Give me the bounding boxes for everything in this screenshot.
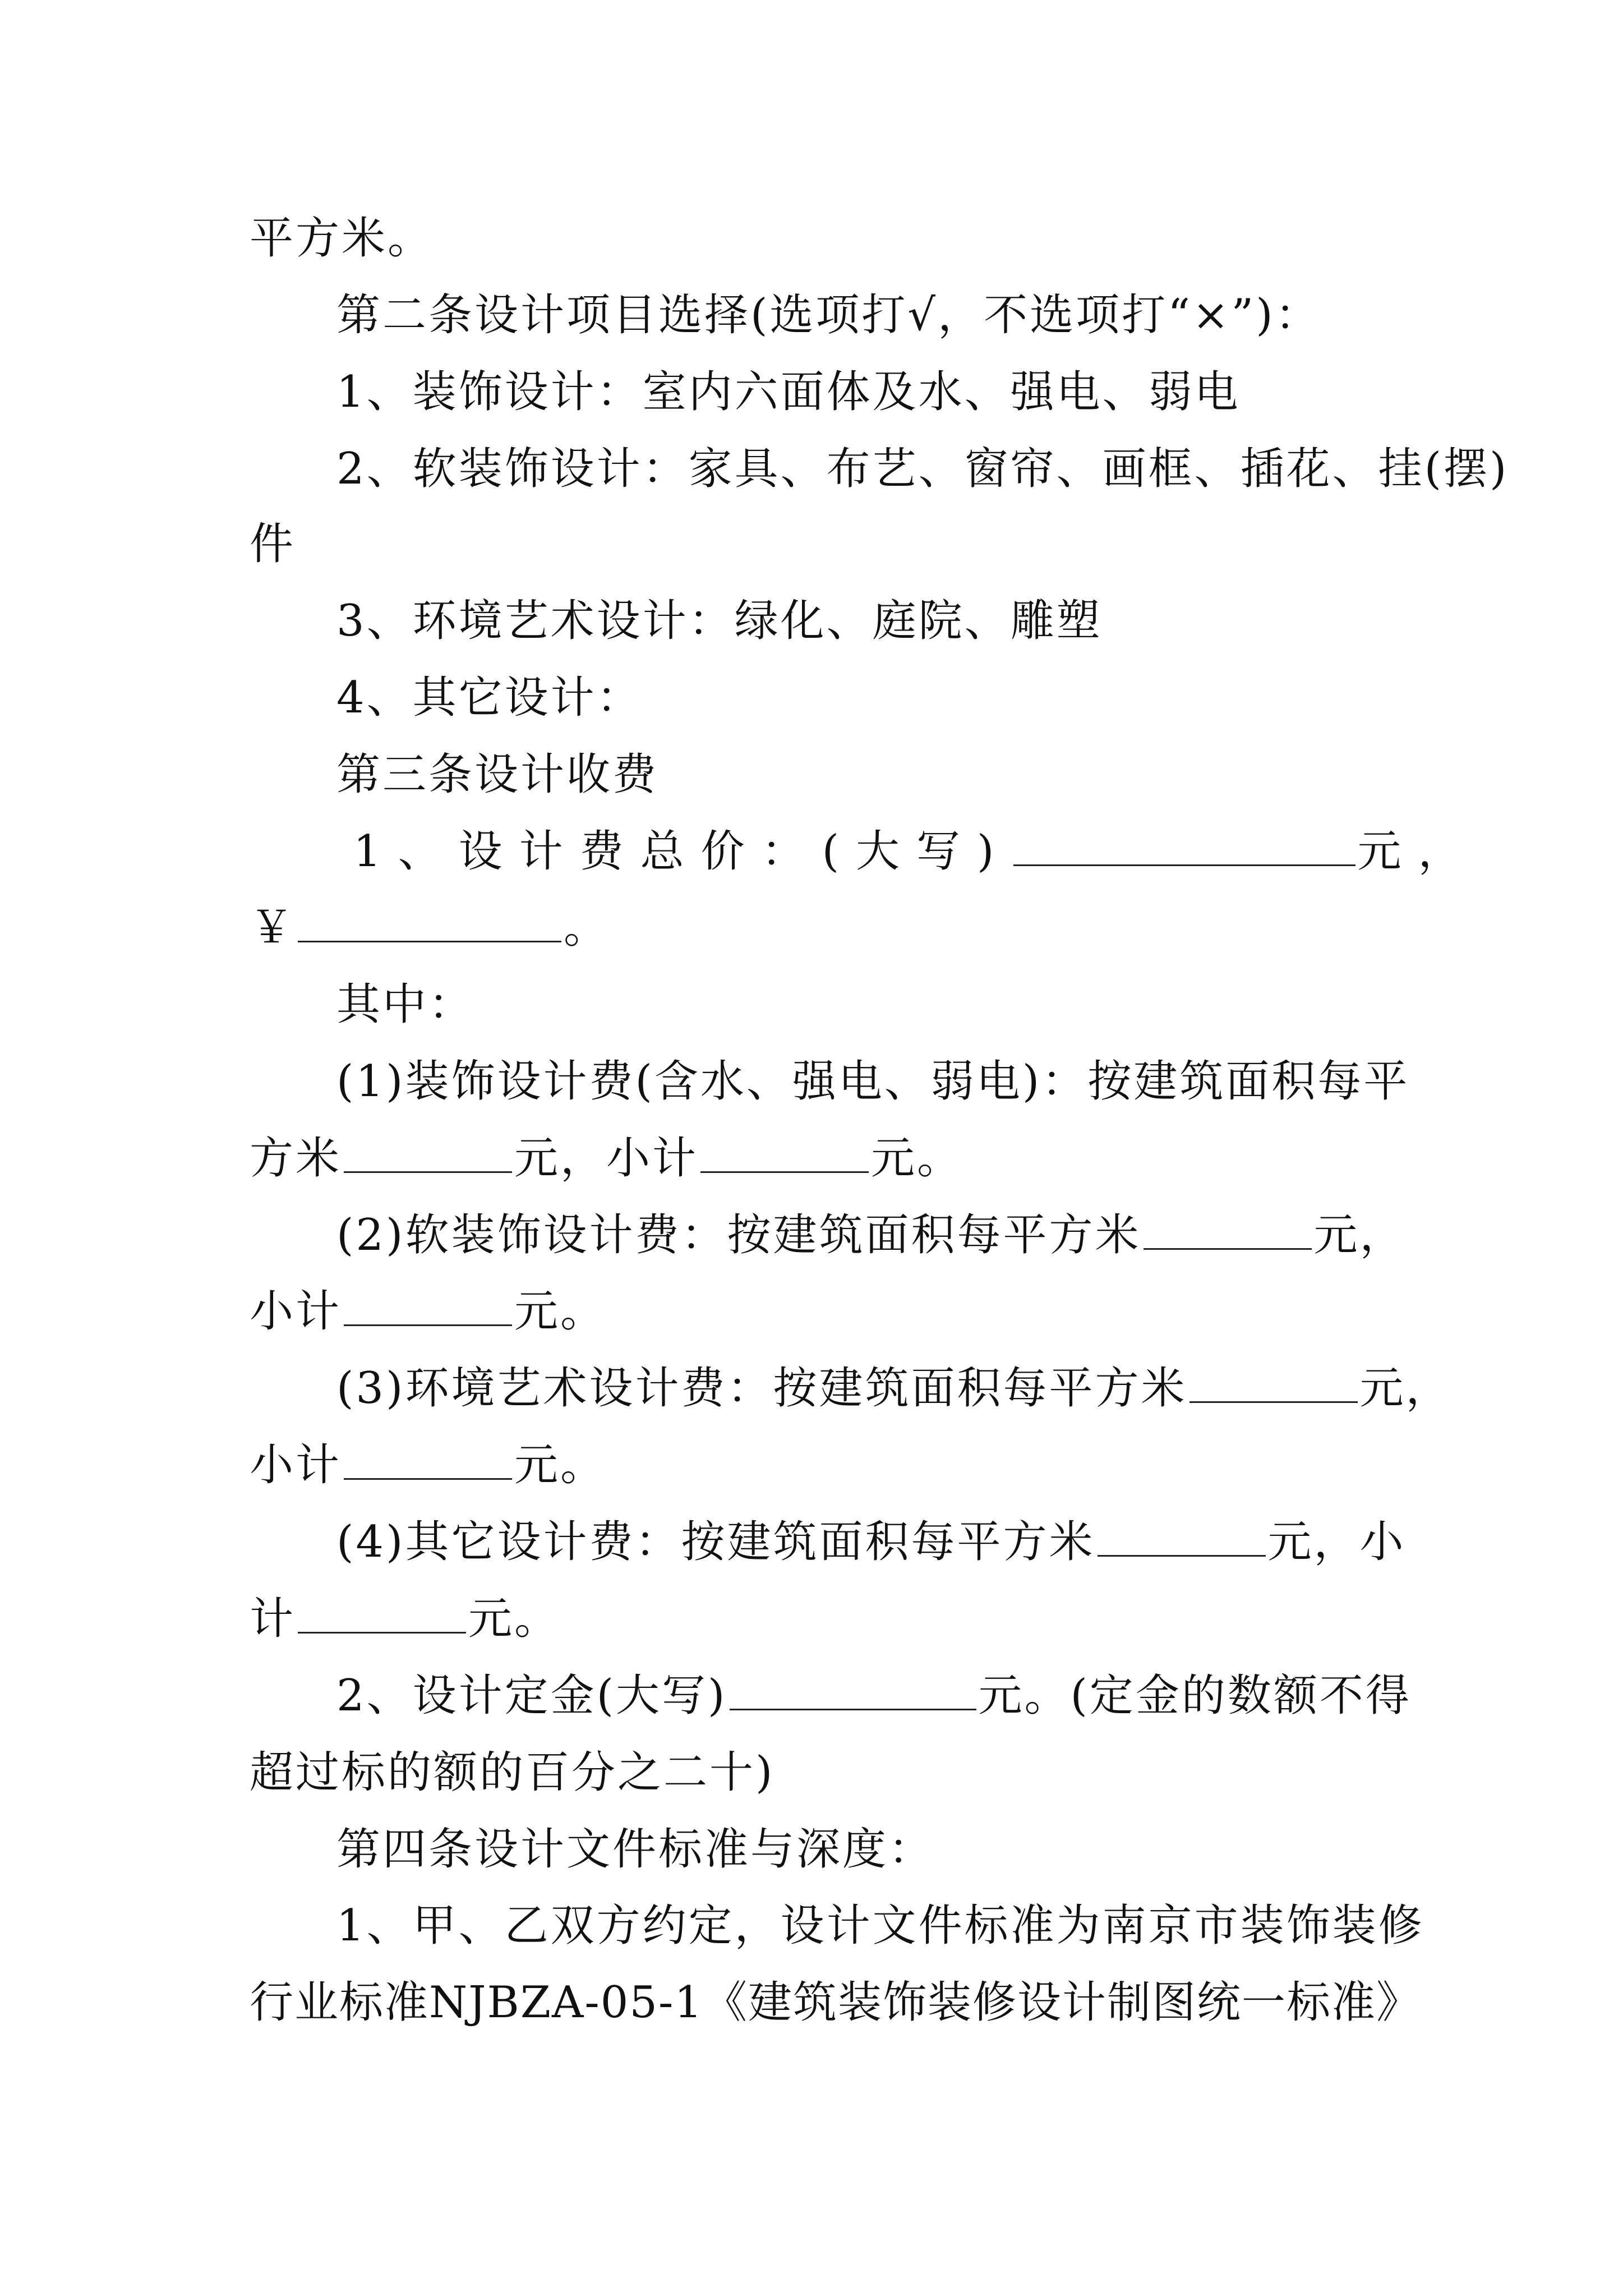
text-line [250, 1283, 1394, 1340]
paragraph-text: 第三条设计收费 [336, 749, 659, 800]
fill-blank[interactable] [730, 1669, 976, 1710]
paragraph-text: 元，小计 [514, 1133, 699, 1184]
paragraph-text: 3、环境艺术设计：绿化、庭院、雕塑 [336, 596, 1103, 646]
paragraph-text: (2)软装饰设计费：按建筑面积每平方米 [336, 1210, 1141, 1260]
fill-blank[interactable] [1144, 1209, 1312, 1250]
text-line [353, 823, 1479, 880]
paragraph-text: 平方米。 [250, 213, 434, 264]
fill-blank[interactable] [344, 1285, 512, 1326]
paragraph-text: 件 [250, 519, 296, 569]
text-line [336, 1898, 1424, 1954]
text-line [250, 1591, 1394, 1647]
paragraph-text: 超过标的额的百分之二十) [250, 1747, 775, 1798]
text-line [336, 1360, 1452, 1416]
paragraph-text: 计 [250, 1594, 296, 1644]
paragraph-text: 2、软装饰设计：家具、布艺、窗帘、画框、插花、挂(摆) [336, 444, 1509, 494]
paragraph-text: 行业标准NJBZA-05-1《建筑装饰装修设计制图统一标准》 [250, 1977, 1421, 2028]
fill-blank[interactable] [1013, 825, 1355, 866]
text-line [336, 1514, 1406, 1570]
paragraph-text: 元。(定金的数额不得 [978, 1671, 1412, 1721]
text-line [336, 364, 1396, 420]
text-line [250, 1130, 1394, 1186]
paragraph-text: (1)装饰设计费(含水、强电、弱电)：按建筑面积每平 [336, 1056, 1410, 1107]
paragraph-text: 1、设计费总价：(大写) [353, 826, 1011, 877]
text-line [250, 900, 1394, 956]
text-line [250, 1437, 1394, 1493]
article-heading [336, 1821, 1396, 1878]
paragraph-text: 元， [1313, 1210, 1406, 1260]
text-line [336, 593, 1396, 649]
paragraph-text: 元， [1357, 826, 1479, 877]
paragraph-text: 元。 [468, 1594, 561, 1644]
paragraph-text: ￥ [250, 903, 296, 953]
paragraph-text: 小计 [250, 1440, 342, 1490]
text-line [250, 1745, 1394, 1801]
fill-blank[interactable] [298, 901, 561, 942]
fill-blank[interactable] [344, 1132, 512, 1173]
paragraph-text: (3)环境艺术设计费：按建筑面积每平方米 [336, 1363, 1187, 1414]
text-line [250, 210, 1394, 266]
paragraph-text: 1、装饰设计：室内六面体及水、强电、弱电 [336, 367, 1241, 417]
article-heading [336, 287, 1396, 343]
paragraph-text: 元， [1359, 1363, 1452, 1414]
paragraph-text: 其中： [336, 979, 475, 1030]
fill-blank[interactable] [1098, 1516, 1266, 1557]
paragraph-text: 第二条设计项目选择(选项打√，不选项打“×”)： [336, 290, 1321, 341]
fill-blank[interactable] [344, 1439, 512, 1480]
paragraph-text: 元。 [871, 1133, 963, 1184]
text-line [336, 1668, 1412, 1724]
paragraph-text: 元。 [514, 1440, 607, 1490]
paragraph-text: 元。 [514, 1286, 607, 1337]
paragraph-text: 小计 [250, 1286, 342, 1337]
text-line [336, 1207, 1406, 1263]
paragraph-text: 第四条设计文件标准与深度： [336, 1824, 935, 1875]
text-line [336, 1053, 1410, 1110]
fill-blank[interactable] [700, 1132, 869, 1173]
fill-blank[interactable] [1189, 1362, 1358, 1403]
fill-blank[interactable] [298, 1593, 466, 1634]
paragraph-text: 1、甲、乙双方约定，设计文件标准为南京市装饰装修 [336, 1901, 1424, 1951]
text-line [250, 516, 1394, 572]
text-line [336, 670, 1396, 726]
paragraph-text: 4、其它设计： [336, 673, 643, 723]
paragraph-text: 元，小 [1267, 1517, 1406, 1567]
article-heading [336, 747, 1396, 803]
paragraph-text: 方米 [250, 1133, 342, 1184]
paragraph-text: 。 [564, 903, 610, 953]
text-line [250, 1975, 1421, 2031]
paragraph-text: 2、设计定金(大写) [336, 1671, 727, 1721]
text-line [336, 977, 1396, 1033]
paragraph-text: (4)其它设计费：按建筑面积每平方米 [336, 1517, 1095, 1567]
text-line [336, 441, 1509, 497]
